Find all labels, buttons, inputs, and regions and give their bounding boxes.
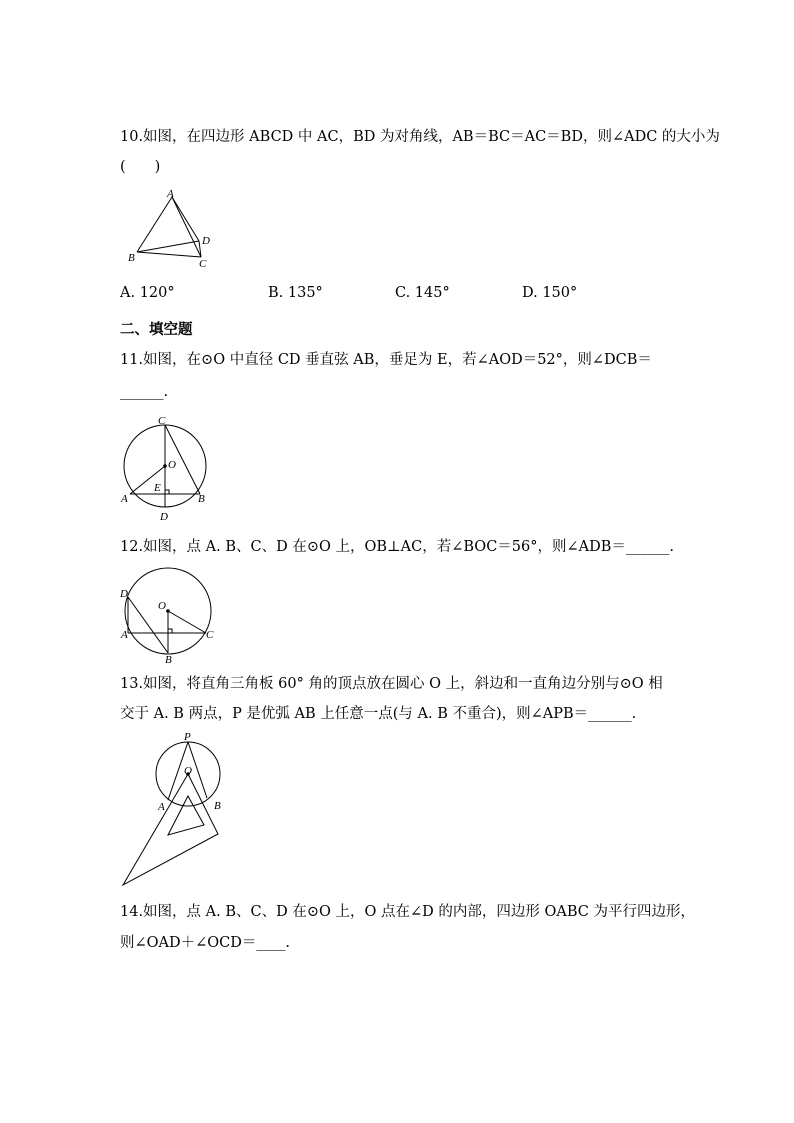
q12-segment-oc [168,611,206,633]
q13-set-square-inner [168,796,204,835]
q10-label-d: D [202,235,210,247]
q10-segment-ab [137,197,172,252]
q10-segment-ad [172,197,199,241]
q11-center-dot [163,464,167,468]
q13-label-p: P [184,731,191,743]
q12-label-o: O [158,600,166,612]
q10-text-line1: 10.如图，在四边形 ABCD 中 AC，BD 为对角线，AB＝BC＝AC＝BD，则∠ADC 的大小为 [120,129,720,145]
section-heading: 二、填空题 [120,321,193,338]
q10-label-c: C [199,258,207,270]
q12-label-a: A [121,629,128,641]
q10-text-line2: ( ) [120,159,161,175]
q12-text-line1: 12.如图，点 A. B、C、D 在⊙O 上，OB⊥AC，若∠BOC＝56°，则∠ADB＝______. [120,539,675,555]
q14-text-line1: 14.如图，点 A. B、C、D 在⊙O 上，O 点在∠D 的内部，四边形 OABC 为平行四边形， [120,904,695,920]
q11-figure [118,414,218,528]
q12-figure [116,565,221,669]
q13-figure [118,730,238,894]
q10-option-b: B. 135° [268,285,323,301]
q10-label-a: A [167,188,174,200]
q10-label-b: B [128,252,135,264]
q11-label-o: O [168,459,176,471]
q10-segment-bc [137,252,201,257]
q10-figure [125,185,225,274]
q10-segment-ac [172,197,201,257]
q12-label-d: D [120,588,128,600]
q13-label-a: A [158,801,165,813]
q11-right-angle-mark [165,490,169,494]
q14-text-line2: 则∠OAD＋∠OCD＝____. [120,935,290,951]
q13-text-line1: 13.如图，将直角三角板 60° 角的顶点放在圆心 O 上，斜边和一直角边分别与⊙O 相 [120,676,663,692]
q11-label-c: C [158,415,166,427]
q10-option-a: A. 120° [120,285,175,301]
q10-segment-bd [137,241,199,252]
q11-text-line2: ______. [120,384,169,400]
q13-label-o: O [184,765,192,777]
q12-center-dot [166,609,170,613]
q13-label-b: B [214,800,221,812]
q12-label-c: C [206,629,214,641]
q11-label-b: B [198,493,205,505]
q13-text-line2: 交于 A. B 两点，P 是优弧 AB 上任意一点(与 A. B 不重合)，则∠APB＝______. [120,706,637,722]
q11-label-e: E [154,482,161,494]
q11-label-d: D [160,511,168,523]
q12-label-b: B [165,654,172,665]
q12-right-angle-mark [168,629,172,633]
q10-option-d: D. 150° [522,285,578,301]
q11-label-a: A [121,493,128,505]
q11-text-line1: 11.如图，在⊙O 中直径 CD 垂直弦 AB，垂足为 E，若∠AOD＝52°，则∠DCB＝ [120,352,652,368]
q10-option-c: C. 145° [395,285,450,301]
